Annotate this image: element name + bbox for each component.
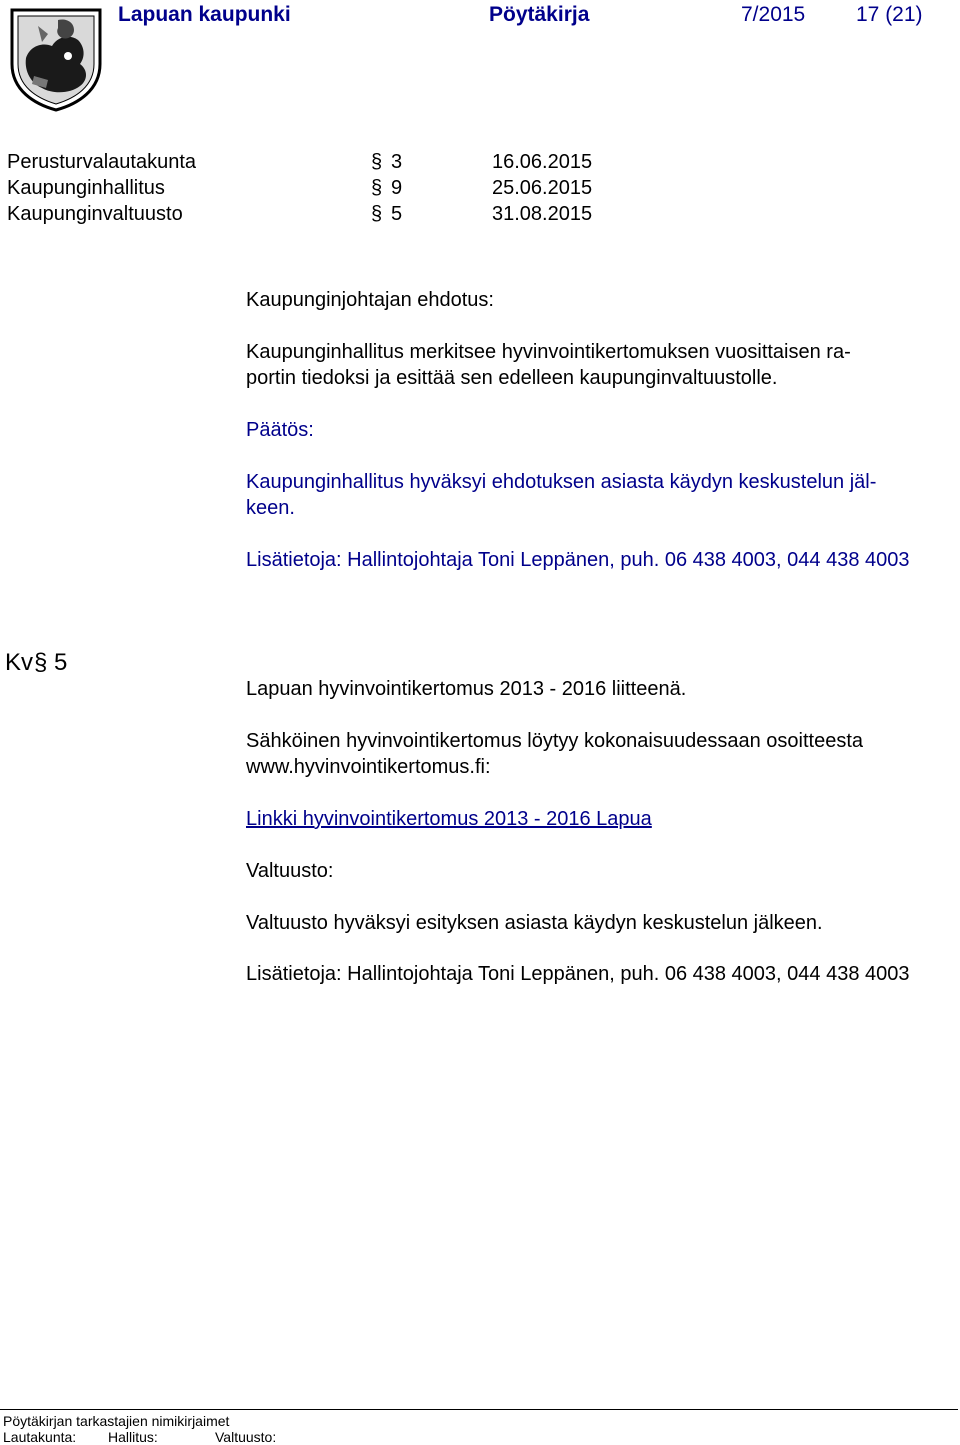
- footer-council-label: Valtuusto:: [215, 1429, 277, 1445]
- meeting-body: Perusturvalautakunta: [7, 151, 197, 173]
- footer-government-label: Hallitus:: [108, 1429, 158, 1445]
- council-decision: Valtuusto hyväksyi esityksen asiasta käydyn keskustelun jälkeen.: [246, 912, 823, 934]
- decision-heading: Päätös:: [246, 419, 314, 441]
- footer-divider: [0, 1409, 958, 1410]
- meeting-section: 5: [391, 203, 403, 225]
- meeting-date: 16.06.2015: [492, 151, 593, 173]
- municipality-name: Lapuan kaupunki: [118, 3, 291, 26]
- section-symbol: §: [371, 151, 383, 173]
- section-symbol: §: [371, 203, 383, 225]
- document-type: Pöytäkirja: [489, 3, 590, 26]
- footer-board-label: Lautakunta:: [3, 1429, 77, 1445]
- section-symbol: §: [371, 177, 383, 199]
- meeting-body: Kaupunginhallitus: [7, 177, 165, 199]
- meeting-section: 3: [391, 151, 403, 173]
- proposal-heading: Kaupunginjohtajan ehdotus:: [246, 289, 494, 311]
- municipal-crest: [8, 6, 104, 112]
- meeting-body: Kaupunginvaltuusto: [7, 203, 183, 225]
- footer-title: Pöytäkirjan tarkastajien nimikirjaimet: [3, 1413, 230, 1429]
- electronic-note-line-2: www.hyvinvointikertomus.fi:: [246, 756, 491, 778]
- document-number: 7/2015: [741, 3, 806, 26]
- proposal-text-line-2: portin tiedoksi ja esittää sen edelleen kaupunginvaltuustolle.: [246, 367, 778, 389]
- meeting-date: 25.06.2015: [492, 177, 593, 199]
- decision-text-line-1: Kaupunginhallitus hyväksyi ehdotuksen asiasta käydyn keskustelun jäl-: [246, 471, 877, 493]
- page-number: 17 (21): [856, 3, 923, 26]
- council-heading: Valtuusto:: [246, 860, 334, 882]
- decision-contact-info: Lisätietoja: Hallintojohtaja Toni Leppänen, puh. 06 438 4003, 044 438 4003: [246, 549, 910, 571]
- kv-label: Kv: [5, 649, 34, 676]
- attachment-note: Lapuan hyvinvointikertomus 2013 - 2016 liitteenä.: [246, 678, 687, 700]
- proposal-text-line-1: Kaupunginhallitus merkitsee hyvinvointikertomuksen vuosittaisen ra-: [246, 341, 851, 363]
- kv-section-symbol: §: [34, 649, 48, 676]
- electronic-note-line-1: Sähköinen hyvinvointikertomus löytyy kokonaisuudessaan osoitteesta: [246, 730, 864, 752]
- welfare-report-link[interactable]: Linkki hyvinvointikertomus 2013 - 2016 Lapua: [246, 808, 652, 830]
- meeting-date: 31.08.2015: [492, 203, 593, 225]
- council-contact-info: Lisätietoja: Hallintojohtaja Toni Leppänen, puh. 06 438 4003, 044 438 4003: [246, 963, 910, 985]
- meeting-section: 9: [391, 177, 403, 199]
- kv-section-number: 5: [54, 649, 68, 676]
- decision-text-line-2: keen.: [246, 497, 295, 519]
